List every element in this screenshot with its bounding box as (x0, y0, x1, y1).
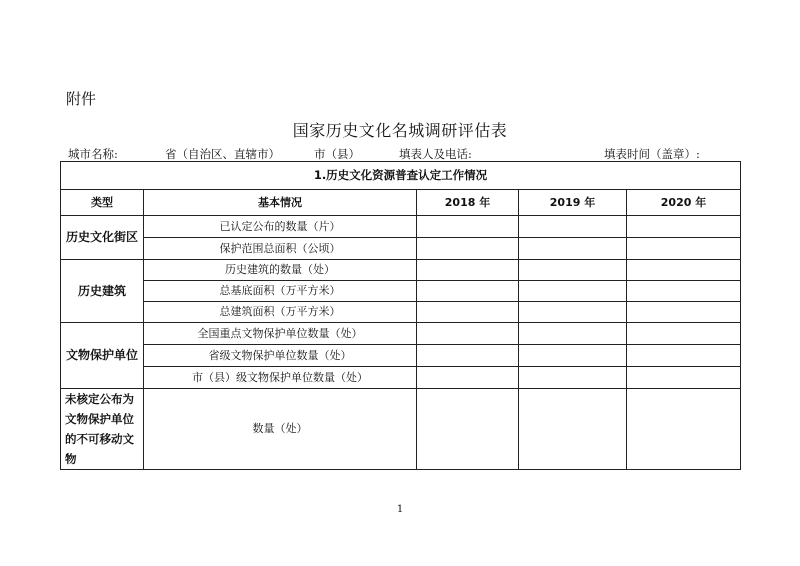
item-cell: 总基底面积（万平方米） (144, 281, 417, 302)
table-row (61, 238, 741, 260)
category-cell: 历史文化街区 (61, 216, 144, 260)
value-cell-2019[interactable] (519, 281, 627, 302)
col-header-basic: 基本情况 (144, 190, 417, 216)
item-cell: 历史建筑的数量（处） (144, 260, 417, 281)
value-cell-2020[interactable] (627, 281, 741, 302)
item-cell: 市（县）级文物保护单位数量（处） (144, 367, 417, 389)
table-row (61, 281, 741, 302)
value-cell-2019[interactable] (519, 216, 627, 238)
table-row (61, 367, 741, 389)
value-cell-2019[interactable] (519, 367, 627, 389)
col-header-2020: 2020 年 (627, 190, 741, 216)
section-title: 1.历史文化资源普查认定工作情况 (61, 162, 741, 190)
item-cell: 总建筑面积（万平方米） (144, 302, 417, 323)
value-cell-2019[interactable] (519, 238, 627, 260)
table-row (61, 389, 741, 470)
col-header-type: 类型 (61, 190, 144, 216)
category-cell: 文物保护单位 (61, 323, 144, 389)
value-cell-2019[interactable] (519, 323, 627, 345)
category-cell: 未核定公布为文物保护单位的不可移动文物 (61, 389, 144, 470)
category-cell: 历史建筑 (61, 260, 144, 323)
value-cell-2019[interactable] (519, 345, 627, 367)
fill-time-label: 填表时间（盖章）: (604, 147, 700, 161)
value-cell-2020[interactable] (627, 260, 741, 281)
table-row (61, 216, 741, 238)
value-cell-2018[interactable] (417, 323, 519, 345)
col-header-2018: 2018 年 (417, 190, 519, 216)
value-cell-2019[interactable] (519, 260, 627, 281)
table-row (61, 345, 741, 367)
value-cell-2018[interactable] (417, 302, 519, 323)
value-cell-2020[interactable] (627, 302, 741, 323)
page-number: 1 (396, 504, 404, 515)
evaluation-table (60, 161, 741, 470)
city-name-label: 城市名称: (68, 147, 118, 161)
value-cell-2020[interactable] (627, 238, 741, 260)
item-cell: 省级文物保护单位数量（处） (144, 345, 417, 367)
city-county-label: 市（县） (314, 147, 360, 161)
value-cell-2018[interactable] (417, 238, 519, 260)
value-cell-2018[interactable] (417, 281, 519, 302)
filler-label: 填表人及电话: (399, 147, 472, 161)
col-header-2019: 2019 年 (519, 190, 627, 216)
value-cell-2020[interactable] (627, 389, 741, 470)
value-cell-2020[interactable] (627, 345, 741, 367)
item-cell: 已认定公布的数量（片） (144, 216, 417, 238)
header-row (61, 190, 741, 216)
value-cell-2018[interactable] (417, 389, 519, 470)
item-cell: 全国重点文物保护单位数量（处） (144, 323, 417, 345)
province-label: 省（自治区、直辖市） (165, 147, 280, 161)
section-row (61, 162, 741, 190)
value-cell-2020[interactable] (627, 216, 741, 238)
item-cell: 数量（处） (144, 389, 417, 470)
item-cell: 保护范围总面积（公顷） (144, 238, 417, 260)
value-cell-2018[interactable] (417, 216, 519, 238)
value-cell-2019[interactable] (519, 389, 627, 470)
value-cell-2019[interactable] (519, 302, 627, 323)
value-cell-2018[interactable] (417, 345, 519, 367)
table-row (61, 260, 741, 281)
value-cell-2020[interactable] (627, 367, 741, 389)
value-cell-2018[interactable] (417, 367, 519, 389)
page-title: 国家历史文化名城调研评估表 (292, 121, 508, 140)
value-cell-2018[interactable] (417, 260, 519, 281)
attachment-label: 附件 (66, 90, 97, 108)
table-row (61, 302, 741, 323)
table-row (61, 323, 741, 345)
value-cell-2020[interactable] (627, 323, 741, 345)
